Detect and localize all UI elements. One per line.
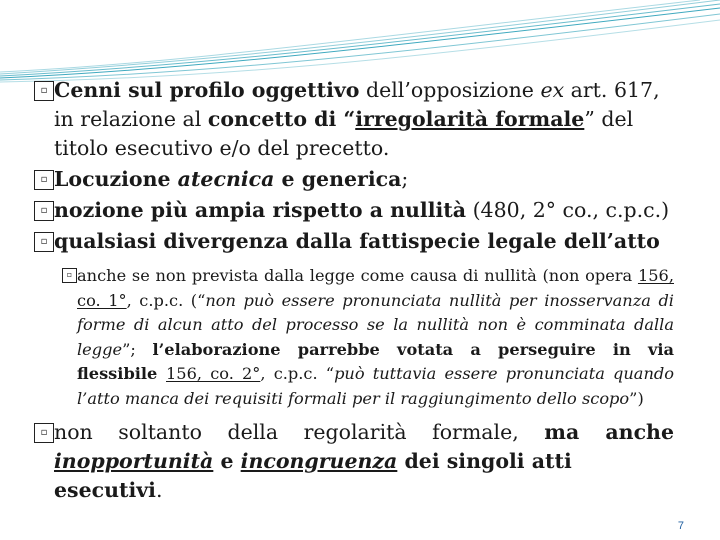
bullet-text: nozione più ampia rispetto a nullità (480, 2° co., c.p.c.) [54,198,670,222]
box-bullet-icon: ▫ [34,201,54,221]
box-bullet-icon: ▫ [34,81,54,101]
bullet-item [34,418,674,505]
bullet-line-1: non soltanto della regolarità formale, ma anche [54,419,674,444]
bullet-item [34,76,674,163]
sub-bullet-item [62,264,674,412]
bullet-text: Locuzione atecnica e generica; [54,167,409,191]
bullet-line-2: inopportunità e incongruenza dei singoli atti esecutivi. [54,448,572,502]
bullet-text: Cenni sul profilo oggettivo dell’opposizione ex art. 617, in relazione al concetto di “irregolarità formale” del titolo esecutivo e/o del precetto. [54,78,660,160]
box-bullet-icon: ▫ [62,268,77,283]
bullet-item [34,165,674,194]
box-bullet-icon: ▫ [34,170,54,190]
sub-bullet-text: anche se non prevista dalla legge come causa di nullità (non opera 156, co. 1°, c.p.c. (“non può essere pronunciata nullità per inosservanza di forme di alcun atto del processo se la nullità non è comminata dalla legge”; l’elaborazione parrebbe votata a perseguire in via flessibile 156, co. 2°, c.p.c. “può tuttavia essere pronunciata quando l’atto manca dei requisiti formali per il raggiungimento dello scopo”) [77,266,675,408]
bullet-item [34,227,674,256]
sub-bullet-list [62,264,674,412]
bullet-item [34,196,674,225]
box-bullet-icon: ▫ [34,232,54,252]
bullet-text: qualsiasi divergenza dalla fattispecie legale dell’atto [54,229,660,253]
bullet-text [54,418,674,505]
slide-content [34,76,674,505]
page-number: 7 [677,520,684,532]
box-bullet-icon: ▫ [34,423,54,443]
